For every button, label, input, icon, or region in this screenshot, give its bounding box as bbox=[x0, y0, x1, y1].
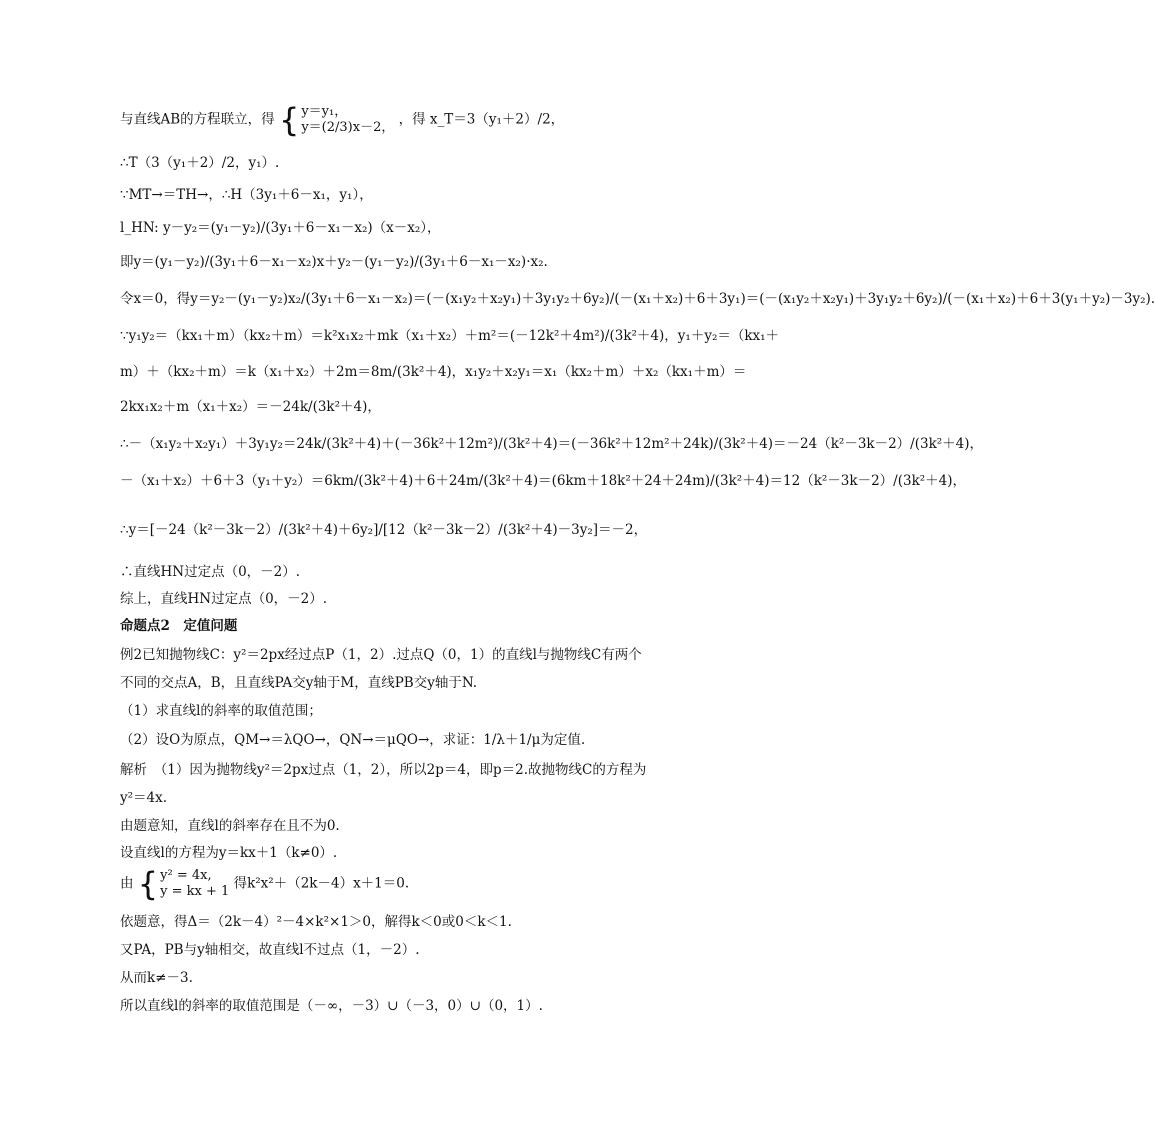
text-line: ∴y＝[－24（k²－3k－2）/(3k²＋4)＋6y₂]/[12（k²－3k－2）/(3k²＋4)－3y₂]＝－2， bbox=[120, 522, 648, 538]
text-line: l_HN: y－y₂＝(y₁－y₂)/(3y₁＋6－x₁－x₂)（x－x₂）， bbox=[120, 220, 441, 236]
text-line: 2kx₁x₂＋m（x₁＋x₂）＝－24k/(3k²＋4)， bbox=[120, 399, 381, 415]
text-line: 所以直线l的斜率的取值范围是（－∞，－3）∪（－3，0）∪（0，1）. bbox=[120, 998, 543, 1014]
text-line: 令x＝0，得y＝y₂－(y₁－y₂)x₂/(3y₁＋6－x₁－x₂)＝(－(x₁y₂＋x₂y₁)＋3y₁y₂＋6y₂)/(－(x₁＋x₂)＋6＋3y₁)＝(－(x₁y₂＋x₂y₁)＋3y₁y₂＋6y₂)/(－(x₁＋x₂)＋6＋3(y₁＋y₂)－3y₂). bbox=[120, 291, 1155, 307]
text-line: 解析 （1）因为抛物线y²＝2px过点（1，2），所以2p＝4，即p＝2.故抛物线C的方程为 bbox=[120, 762, 647, 778]
section-heading: 命题点2 定值问题 bbox=[120, 618, 238, 634]
text-line: 从而k≠－3. bbox=[120, 970, 193, 986]
text-line: －（x₁＋x₂）＋6＋3（y₁＋y₂）＝6km/(3k²＋4)＋6＋24m/(3k²＋4)＝(6km＋18k²＋24＋24m)/(3k²＋4)＝12（k²－3k－2）/(3k²＋4)， bbox=[120, 473, 967, 489]
text-line: y²＝4x. bbox=[120, 790, 168, 806]
system-row-2: y = kx + 1 bbox=[160, 884, 230, 899]
text-line: 依题意，得Δ＝（2k－4）²－4×k²×1＞0，解得k＜0或0＜k＜1. bbox=[120, 914, 512, 930]
text-line: 即y＝(y₁－y₂)/(3y₁＋6－x₁－x₂)x＋y₂－(y₁－y₂)/(3y₁＋6－x₁－x₂)·x₂. bbox=[120, 254, 548, 270]
text-line: 例2已知抛物线C：y²＝2px经过点P（1，2）.过点Q（0，1）的直线l与抛物线C有两个 bbox=[120, 647, 642, 663]
text-line-joint-equation bbox=[120, 101, 680, 139]
brace-icon: { bbox=[278, 101, 300, 139]
text-line: ∴－（x₁y₂＋x₂y₁）＋3y₁y₂＝24k/(3k²＋4)＋(－36k²＋12m²)/(3k²＋4)＝(－36k²＋12m²＋24k)/(3k²＋4)＝－24（k²－3k－2）/(3k²＋4)， bbox=[120, 436, 984, 452]
text-line: 由题意知，直线l的斜率存在且不为0. bbox=[120, 818, 340, 834]
equation-system bbox=[137, 865, 230, 903]
text-line-system-quadratic bbox=[120, 865, 680, 903]
text-line: m）＋（kx₂＋m）＝k（x₁＋x₂）＋2m＝8m/(3k²＋4)，x₁y₂＋x₂y₁＝x₁（kx₂＋m）＋x₂（kx₁＋m）＝ bbox=[120, 364, 747, 380]
equation-system bbox=[278, 101, 395, 139]
text-line: ∴直线HN过定点（0，－2）. bbox=[120, 564, 301, 580]
text-lead: 与直线AB的方程联立，得 bbox=[120, 111, 275, 128]
text-line: ∴T（3（y₁＋2）/2，y₁）. bbox=[120, 155, 280, 171]
text-tail: 得k²x²＋（2k－4）x＋1＝0. bbox=[233, 875, 410, 892]
system-row-1: y＝y₁， bbox=[301, 104, 348, 119]
text-line: 设直线l的方程为y＝kx＋1（k≠0）. bbox=[120, 845, 338, 861]
text-line: ∵MT→＝TH→，∴H（3y₁＋6－x₁，y₁）， bbox=[120, 187, 373, 203]
text-line: （1）求直线l的斜率的取值范围； bbox=[120, 703, 322, 719]
text-line: （2）设O为原点，QM→＝λQO→，QN→＝μQO→，求证：1/λ＋1/μ为定值. bbox=[120, 732, 586, 748]
text-tail: ，得 x_T＝3（y₁＋2）/2， bbox=[398, 111, 565, 128]
brace-icon: { bbox=[137, 865, 159, 903]
text-line: ∵y₁y₂＝（kx₁＋m）（kx₂＋m）＝k²x₁x₂＋mk（x₁＋x₂）＋m²＝(－12k²＋4m²)/(3k²＋4)，y₁＋y₂＝（kx₁＋ bbox=[120, 328, 780, 344]
system-rows bbox=[301, 104, 394, 136]
system-rows bbox=[160, 868, 229, 900]
text-line: 又PA，PB与y轴相交，故直线l不过点（1，－2）. bbox=[120, 942, 420, 958]
text-lead: 由 bbox=[120, 875, 134, 892]
text-line: 不同的交点A，B，且直线PA交y轴于M，直线PB交y轴于N. bbox=[120, 675, 478, 691]
text-line: 综上，直线HN过定点（0，－2）. bbox=[120, 591, 328, 607]
system-row-2: y＝(2/3)x－2， bbox=[301, 120, 395, 135]
system-row-1: y² = 4x, bbox=[160, 868, 212, 883]
